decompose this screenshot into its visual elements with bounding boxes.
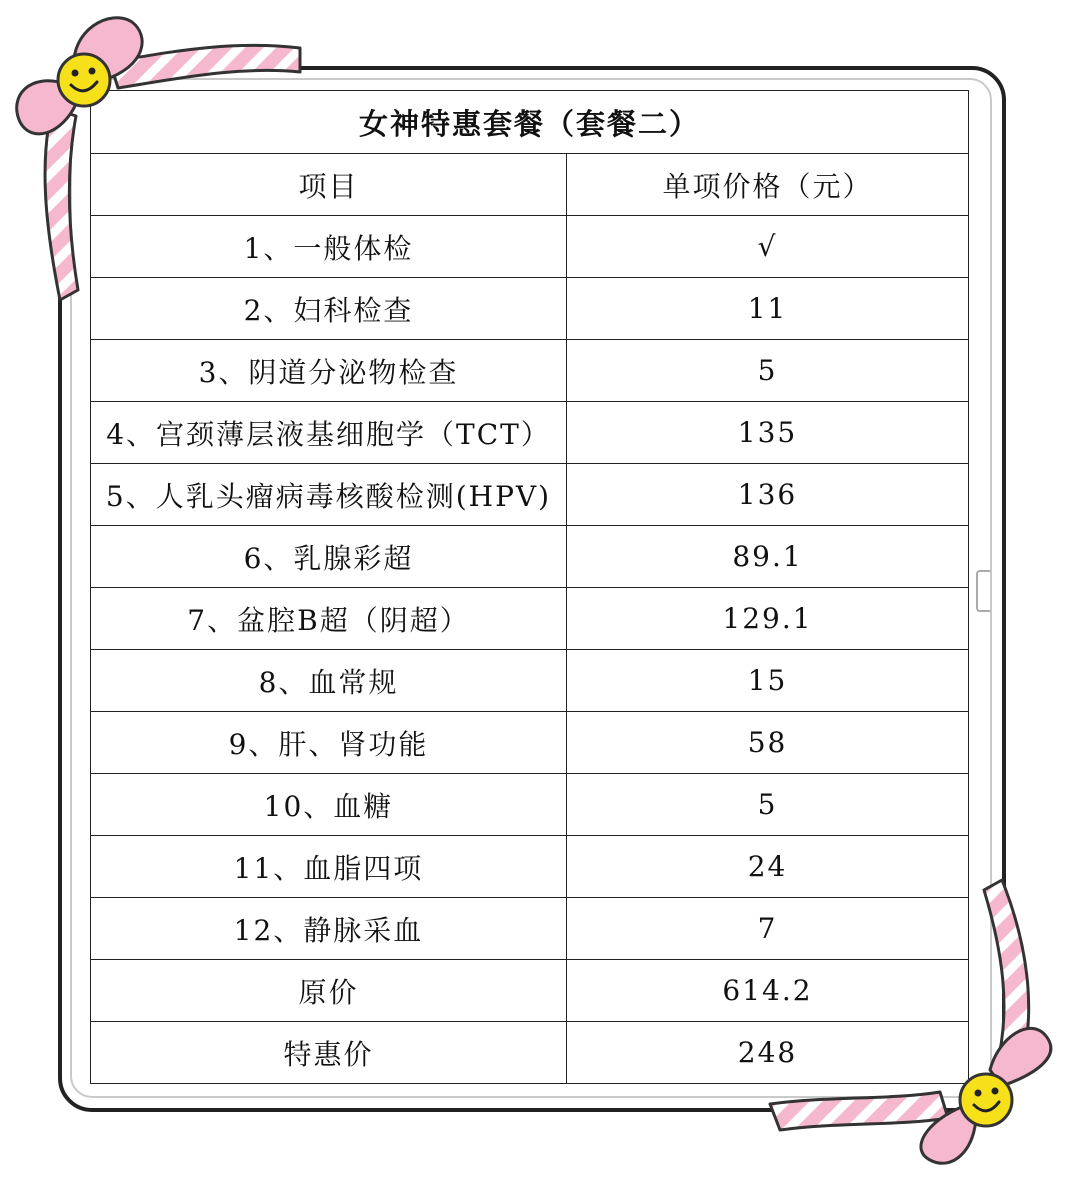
table-row [91,588,969,650]
item-name: 1、一般体检 [91,216,567,278]
special-price-row [91,1022,969,1084]
table-row [91,836,969,898]
original-price-label: 原价 [91,960,567,1022]
item-price: 15 [567,650,969,712]
table-row [91,712,969,774]
side-tab-handle[interactable] [976,570,990,612]
item-name: 7、盆腔B超（阴超） [91,588,567,650]
item-price: √ [567,216,969,278]
header-item: 项目 [91,154,567,216]
item-price: 135 [567,402,969,464]
table-row [91,650,969,712]
item-price: 7 [567,898,969,960]
item-price: 5 [567,340,969,402]
table-row [91,526,969,588]
table-title: 女神特惠套餐（套餐二） [91,91,969,154]
special-price-value: 248 [567,1022,969,1084]
header-price: 单项价格（元） [567,154,969,216]
table-row [91,216,969,278]
item-name: 8、血常规 [91,650,567,712]
original-price-row [91,960,969,1022]
price-table [90,90,969,1084]
item-price: 89.1 [567,526,969,588]
item-name: 12、静脉采血 [91,898,567,960]
item-name: 4、宫颈薄层液基细胞学（TCT） [91,402,567,464]
table-row [91,774,969,836]
table-row [91,464,969,526]
item-price: 24 [567,836,969,898]
table-header-row [91,154,969,216]
item-name: 6、乳腺彩超 [91,526,567,588]
item-price: 136 [567,464,969,526]
item-price: 5 [567,774,969,836]
table-row [91,340,969,402]
original-price-value: 614.2 [567,960,969,1022]
item-name: 2、妇科检查 [91,278,567,340]
item-name: 10、血糖 [91,774,567,836]
table-row [91,898,969,960]
item-price: 11 [567,278,969,340]
item-price: 58 [567,712,969,774]
item-name: 3、阴道分泌物检查 [91,340,567,402]
item-name: 9、肝、肾功能 [91,712,567,774]
item-name: 5、人乳头瘤病毒核酸检测(HPV) [91,464,567,526]
table-row [91,278,969,340]
table-title-row [91,91,969,154]
item-name: 11、血脂四项 [91,836,567,898]
special-price-label: 特惠价 [91,1022,567,1084]
table-row [91,402,969,464]
item-price: 129.1 [567,588,969,650]
